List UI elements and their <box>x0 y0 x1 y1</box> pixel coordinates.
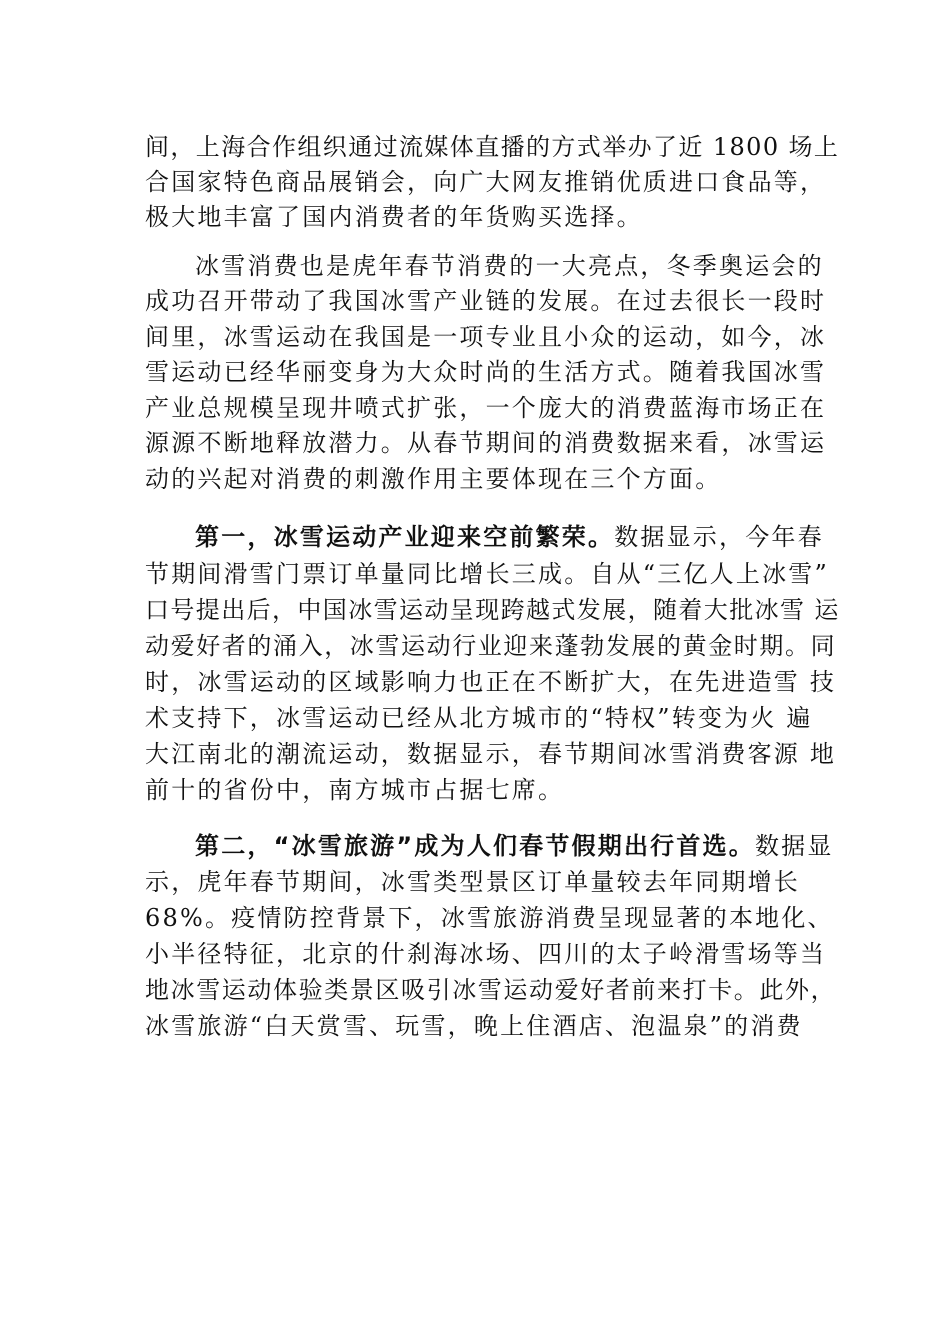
text-line <box>195 829 834 863</box>
text-line: 间里，冰雪运动在我国是一项专业且小众的运动，如今，冰 <box>145 323 827 351</box>
text-line: 产业总规模呈现井喷式扩张，一个庞大的消费蓝海市场正在 <box>145 394 827 422</box>
section-heading: 第二，“冰雪旅游”成为人们春节假期出行首选。 <box>195 832 755 860</box>
text-line: 节期间滑雪门票订单量同比增长三成。自从“三亿人上冰雪” <box>145 560 829 588</box>
text-line: 成功召开带动了我国冰雪产业链的发展。在过去很长一段时 <box>145 287 827 315</box>
text-line: 术支持下，冰雪运动已经从北方城市的“特权”转变为火 遍 <box>145 704 813 732</box>
text-line <box>195 520 824 554</box>
text-line: 冰雪消费也是虎年春节消费的一大亮点，冬季奥运会的 <box>195 252 824 280</box>
text-line: 口号提出后，中国冰雪运动呈现跨越式发展，随着大批冰雪 运 <box>145 596 840 624</box>
text-line: 大江南北的潮流运动，数据显示，春节期间冰雪消费客源 地 <box>145 740 837 768</box>
text-line: 冰雪旅游“白天赏雪、玩雪，晚上住酒店、泡温泉”的消费 <box>145 1012 803 1040</box>
text-line: 雪运动已经华丽变身为大众时尚的生活方式。随着我国冰雪 <box>145 358 827 386</box>
text-line: 前十的省份中，南方城市占据七席。 <box>145 776 565 804</box>
text-line: 间，上海合作组织通过流媒体直播的方式举办了近 1800 场上 <box>145 133 840 161</box>
text-line: 源源不断地释放潜力。从春节期间的消费数据来看，冰雪运 <box>145 429 827 457</box>
heading-line-rest: 数据显 <box>754 832 834 860</box>
text-line: 小半径特征，北京的什刹海冰场、四川的太子岭滑雪场等当 <box>145 940 827 968</box>
text-line: 动的兴起对消费的刺激作用主要体现在三个方面。 <box>145 465 722 493</box>
text-line: 合国家特色商品展销会，向广大网友推销优质进口食品等， <box>145 168 827 196</box>
text-line: 动爱好者的涌入，冰雪运动行业迎来蓬勃发展的黄金时期。同 <box>145 632 837 660</box>
text-line: 时，冰雪运动的区域影响力也正在不断扩大，在先进造雪 技 <box>145 668 837 696</box>
heading-line-rest: 数据显示，今年春 <box>614 523 824 551</box>
text-line: 示，虎年春节期间，冰雪类型景区订单量较去年同期增长 <box>145 868 800 896</box>
text-line: 极大地丰富了国内消费者的年货购买选择。 <box>145 203 643 231</box>
section-heading: 第一，冰雪运动产业迎来空前繁荣。 <box>195 523 615 551</box>
text-line: 地冰雪运动体验类景区吸引冰雪运动爱好者前来打卡。此外， <box>145 976 837 1004</box>
text-line: 68%。疫情防控背景下，冰雪旅游消费呈现显著的本地化、 <box>145 904 834 932</box>
